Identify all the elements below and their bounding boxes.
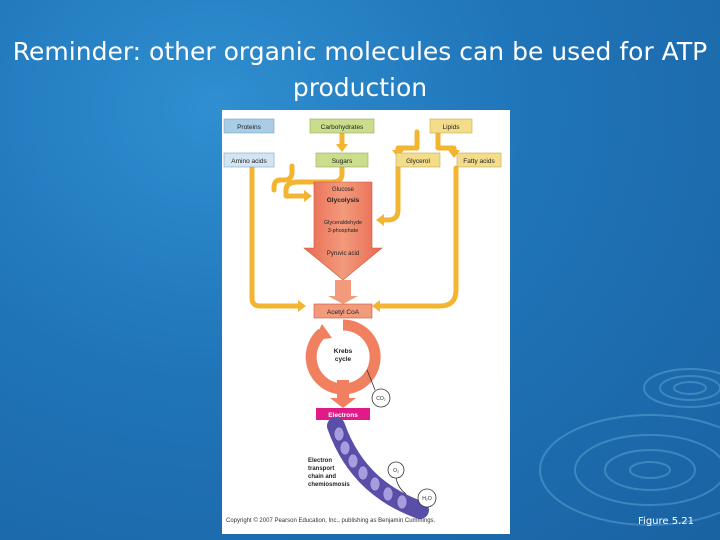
krebs-label-1: Krebs <box>333 348 353 355</box>
pyruvic-acid-label: Pyruvic acid <box>326 251 360 257</box>
carbohydrates-label: Carbohydrates <box>320 124 364 131</box>
metabolism-figure <box>222 110 510 534</box>
etc-label-2: transport <box>308 466 335 472</box>
lipids-label: Lipids <box>442 124 460 131</box>
krebs-label-2: cycle <box>334 356 352 363</box>
o2-label: O₂ <box>393 468 399 474</box>
acetyl-coa-label: Acetyl CoA <box>326 309 360 316</box>
pyruvate-to-acetyl-shaft <box>335 280 351 298</box>
etc-label-4: chemiosmosis <box>308 482 350 488</box>
electrons-label: Electrons <box>328 412 358 419</box>
fatty-acids-label: Fatty acids <box>463 158 495 165</box>
glycerol-label: Glycerol <box>406 158 430 165</box>
co2-label: CO₂ <box>376 396 386 402</box>
etc-membrane <box>336 426 420 510</box>
g3p-label-1: Glyceraldehyde <box>323 220 363 226</box>
proteins-label: Proteins <box>237 124 261 131</box>
fatty-to-acetyl-arrow <box>380 168 456 306</box>
copyright-text: Copyright © 2007 Pearson Education, Inc., publishing as Benjamin Cummings. <box>226 518 436 524</box>
amino-acids-label: Amino acids <box>231 158 267 165</box>
krebs-to-electrons-shaft <box>337 380 349 400</box>
pyruvate-to-acetyl-head <box>328 296 358 304</box>
h2o-label: H₂O <box>422 496 432 502</box>
glycolysis-label: Glycolysis <box>326 197 360 204</box>
metabolism-diagram <box>222 110 510 534</box>
sugars-label: Sugars <box>331 158 353 165</box>
figure-caption: Figure 5.21 <box>638 516 694 527</box>
etc-label-3: chain and <box>308 474 337 480</box>
slide-title: Reminder: other organic molecules can be used for ATP production <box>12 37 708 102</box>
g3p-label-2: 3-phosphate <box>327 228 359 234</box>
krebs-to-electrons-head <box>330 398 356 408</box>
etc-label-1: Electron <box>308 458 333 464</box>
glycerol-to-glycolysis-arrow <box>382 168 398 220</box>
glucose-label: Glucose <box>331 187 355 193</box>
